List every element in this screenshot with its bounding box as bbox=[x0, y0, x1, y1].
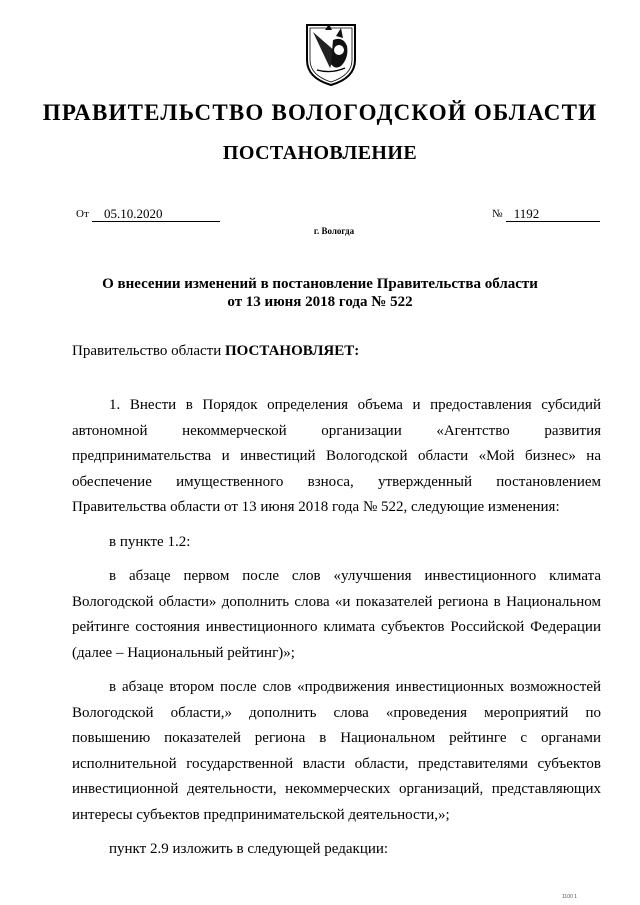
number-label: № bbox=[492, 208, 503, 220]
document-body bbox=[72, 393, 601, 872]
date-label: От bbox=[76, 208, 89, 220]
paragraph: пункт 2.9 изложить в следующей редакции: bbox=[109, 841, 389, 857]
resolution-verb: ПОСТАНОВЛЯЕТ: bbox=[224, 343, 360, 359]
document-date-line bbox=[76, 206, 220, 222]
paragraph: в пункте 1.2: bbox=[109, 533, 191, 550]
document-type: ПОСТАНОВЛЕНИЕ bbox=[222, 142, 418, 164]
document-city: г. Вологда bbox=[313, 226, 355, 236]
paragraph: в абзаце втором после слов «продвижения инвестиционных возможностей Вологодской области,» дополнить слова «проведения мероприятий по повышению показателей региона в Национальном рейтинге с органами исполнительной государственной власти области, представителями субъектов инвестиционной деятельности, некоммерческих организаций, представляющих интересы субъектов предпринимательской деятельности,»; bbox=[72, 679, 601, 823]
resolution-prefix: Правительство области bbox=[72, 343, 225, 359]
document-number-line bbox=[492, 206, 600, 222]
document-subject bbox=[60, 275, 580, 311]
government-name: ПРАВИТЕЛЬСТВО ВОЛОГОДСКОЙ ОБЛАСТИ bbox=[42, 100, 598, 125]
document-number: 1192 bbox=[506, 207, 600, 222]
subject-line-1: О внесении изменений в постановление Правительства области bbox=[102, 276, 538, 292]
subject-line-2: от 13 июня 2018 года № 522 bbox=[227, 294, 413, 310]
footer-mark: 1100 1 bbox=[562, 894, 577, 900]
document-date: 05.10.2020 bbox=[92, 207, 220, 222]
coat-of-arms-icon bbox=[303, 22, 359, 88]
resolution-clause bbox=[72, 343, 359, 360]
paragraph: в абзаце первом после слов «улучшения инвестиционного климата Вологодской области» дополнить слова «и показателей региона в Национальном рейтинге состояния инвестиционного климата субъектов Российской Федерации (далее – Национальный рейтинг)»; bbox=[72, 568, 601, 661]
paragraph: 1. Внести в Порядок определения объема и предоставления субсидий автономной некоммерческой организации «Агентство развития предпринимательства и инвестиций Вологодской области «Мой бизнес» на обеспечение имущественного взноса, утвержденный постановлением Правительства области от 13 июня 2018 года № 522, следующие изменения: bbox=[72, 397, 601, 515]
